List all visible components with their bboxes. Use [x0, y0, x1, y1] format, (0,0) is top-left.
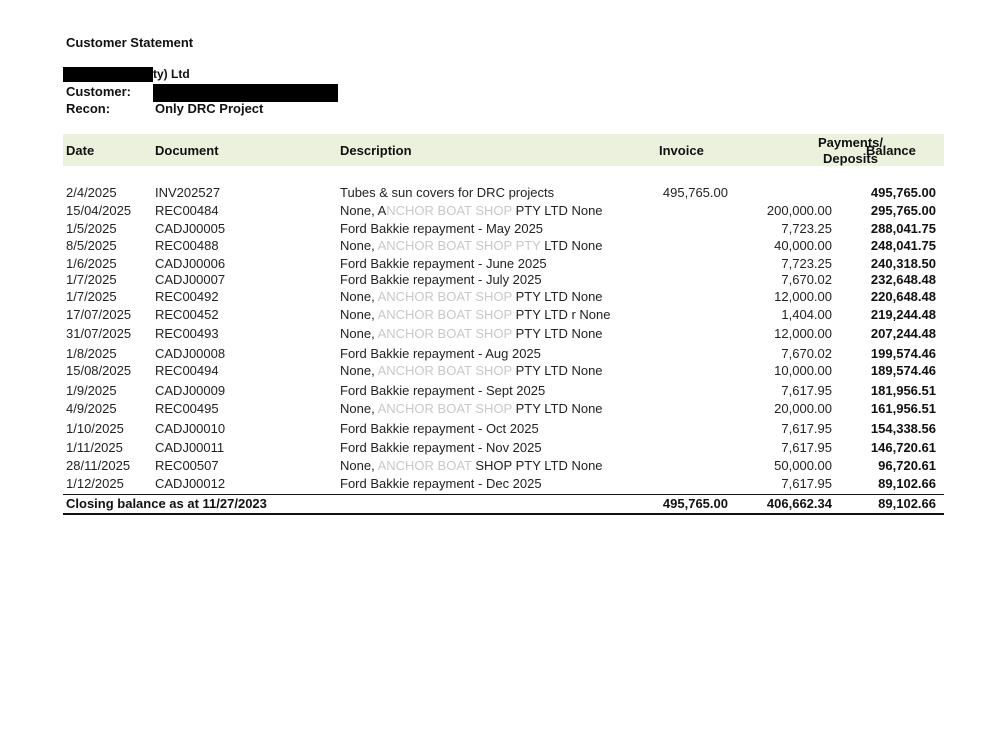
row-balance: 248,041.75 — [870, 238, 936, 253]
description-text: Ford Bakkie repayment - June 2025 — [340, 256, 547, 271]
table-row — [63, 326, 944, 344]
row-description — [340, 476, 542, 491]
closing-balance: 89,102.66 — [878, 496, 936, 511]
description-faint-text: ANCHOR BOAT SHOP — [377, 326, 512, 341]
row-description — [340, 363, 603, 378]
closing-row — [63, 496, 944, 514]
row-payment: 50,000.00 — [774, 458, 832, 473]
description-text: Ford Bakkie repayment - Dec 2025 — [340, 476, 542, 491]
table-row — [63, 440, 944, 458]
description-text: Ford Bakkie repayment - Oct 2025 — [340, 421, 539, 436]
description-text: None, — [340, 401, 378, 416]
row-balance: 232,648.48 — [870, 272, 936, 287]
row-payment: 7,617.95 — [781, 383, 832, 398]
row-balance: 288,041.75 — [870, 221, 936, 236]
closing-payment-total: 406,662.34 — [766, 496, 832, 511]
row-date: 4/9/2025 — [66, 401, 117, 416]
row-description — [340, 458, 603, 473]
row-payment: 40,000.00 — [774, 238, 832, 253]
row-document: REC00484 — [155, 203, 219, 218]
row-description — [340, 238, 603, 253]
table-row — [63, 221, 944, 239]
row-balance: 89,102.66 — [878, 476, 936, 491]
row-date: 2/4/2025 — [66, 185, 117, 200]
row-date: 1/5/2025 — [66, 221, 117, 236]
row-balance: 199,574.46 — [870, 346, 936, 361]
row-description — [340, 346, 541, 361]
description-text-suffix: LTD None — [540, 238, 603, 253]
row-description — [340, 221, 543, 236]
row-document: CADJ00008 — [155, 346, 226, 361]
table-row — [63, 238, 944, 256]
row-date: 28/11/2025 — [66, 458, 131, 473]
row-description — [340, 185, 554, 200]
row-date: 1/11/2025 — [66, 440, 123, 455]
table-row — [63, 476, 944, 494]
row-invoice: 495,765.00 — [662, 185, 728, 200]
description-faint-text: NCHOR BOAT SHOP — [386, 203, 512, 218]
description-faint-text: ANCHOR BOAT — [377, 458, 472, 473]
recon-label: Recon: — [66, 101, 111, 116]
company-name-suffix: ty) Ltd — [153, 67, 190, 81]
row-balance: 295,765.00 — [870, 203, 936, 218]
row-date: 15/04/2025 — [66, 203, 132, 218]
row-payment: 1,404.00 — [781, 307, 832, 322]
closing-label: Closing balance as at 11/27/2023 — [66, 496, 267, 511]
closing-invoice-total: 495,765.00 — [662, 496, 728, 511]
table-row — [63, 383, 944, 401]
row-balance: 207,244.48 — [870, 326, 936, 341]
description-faint-text: ANCHOR BOAT SHOP PTY — [377, 238, 541, 253]
description-text: None, — [340, 363, 378, 378]
row-balance: 181,956.51 — [870, 383, 936, 398]
statement-title: Customer Statement — [66, 35, 194, 50]
description-text-suffix: SHOP PTY LTD None — [471, 458, 603, 473]
row-payment: 20,000.00 — [774, 401, 832, 416]
row-description — [340, 440, 542, 455]
row-payment: 7,723.25 — [781, 221, 832, 236]
description-text-suffix: PTY LTD None — [511, 326, 603, 341]
row-date: 1/8/2025 — [66, 346, 117, 361]
row-description — [340, 326, 603, 341]
row-payment: 12,000.00 — [774, 289, 832, 304]
row-balance: 189,574.46 — [870, 363, 936, 378]
row-payment: 7,617.95 — [781, 421, 832, 436]
row-description — [340, 272, 542, 287]
row-balance: 240,318.50 — [870, 256, 936, 271]
row-document: CADJ00009 — [155, 383, 226, 398]
row-balance: 495,765.00 — [870, 185, 936, 200]
row-payment: 7,670.02 — [781, 346, 832, 361]
row-date: 17/07/2025 — [66, 307, 132, 322]
row-document: REC00452 — [155, 307, 219, 322]
table-header — [63, 134, 944, 166]
row-description — [340, 289, 603, 304]
row-date: 31/07/2025 — [66, 326, 132, 341]
row-payment: 12,000.00 — [774, 326, 832, 341]
description-text: Ford Bakkie repayment - July 2025 — [340, 272, 542, 287]
description-text-suffix: PTY LTD None — [511, 203, 603, 218]
row-description — [340, 421, 539, 436]
description-text: None, — [340, 458, 378, 473]
customer-label: Customer: — [66, 84, 132, 99]
row-document: REC00492 — [155, 289, 219, 304]
header-balance: Balance — [866, 143, 916, 158]
row-document: CADJ00010 — [155, 421, 226, 436]
description-text: None, — [340, 238, 378, 253]
row-payment: 7,670.02 — [781, 272, 832, 287]
table-row — [63, 203, 944, 221]
description-text-suffix: PTY LTD None — [511, 289, 603, 304]
row-date: 1/12/2025 — [66, 476, 124, 491]
table-row — [63, 421, 944, 439]
row-balance: 161,956.51 — [870, 401, 936, 416]
table-row — [63, 346, 944, 364]
row-document: CADJ00005 — [155, 221, 226, 236]
description-faint-text: ANCHOR BOAT SHOP — [377, 289, 512, 304]
row-document: REC00494 — [155, 363, 219, 378]
description-text-suffix: PTY LTD None — [511, 363, 603, 378]
row-payment: 200,000.00 — [766, 203, 832, 218]
row-document: REC00488 — [155, 238, 219, 253]
redacted-customer-name — [153, 84, 338, 102]
row-description — [340, 383, 545, 398]
header-date: Date — [66, 143, 95, 158]
row-balance: 96,720.61 — [878, 458, 936, 473]
row-payment: 7,617.95 — [781, 476, 832, 491]
row-payment: 10,000.00 — [774, 363, 832, 378]
description-text: Ford Bakkie repayment - May 2025 — [340, 221, 544, 236]
closing-top-rule — [63, 494, 944, 495]
row-balance: 146,720.61 — [870, 440, 936, 455]
description-text-suffix: PTY LTD None — [511, 401, 603, 416]
header-document: Document — [155, 143, 219, 158]
description-text: None, — [340, 307, 378, 322]
redacted-company-name — [63, 67, 153, 82]
row-description — [340, 203, 603, 218]
row-date: 15/08/2025 — [66, 363, 132, 378]
row-document: REC00493 — [155, 326, 219, 341]
table-row — [63, 458, 944, 476]
table-row — [63, 363, 944, 381]
table-row — [63, 307, 944, 325]
row-document: CADJ00012 — [155, 476, 226, 491]
description-text: None, — [340, 289, 378, 304]
row-payment: 7,617.95 — [781, 440, 832, 455]
description-text: Ford Bakkie repayment - Nov 2025 — [340, 440, 542, 455]
row-date: 1/10/2025 — [66, 421, 124, 436]
description-text: Tubes & sun covers for DRC projects — [340, 185, 555, 200]
row-date: 1/6/2025 — [66, 256, 117, 271]
row-description — [340, 256, 547, 271]
row-description — [340, 307, 610, 322]
table-row — [63, 401, 944, 419]
description-text: Ford Bakkie repayment - Sept 2025 — [340, 383, 546, 398]
description-text: None, A — [340, 203, 387, 218]
header-description: Description — [340, 143, 412, 158]
row-balance: 154,338.56 — [870, 421, 936, 436]
row-document: INV202527 — [155, 185, 221, 200]
row-document: CADJ00006 — [155, 256, 226, 271]
row-document: REC00495 — [155, 401, 219, 416]
table-row — [63, 272, 944, 290]
row-document: CADJ00011 — [155, 440, 225, 455]
description-text-suffix: PTY LTD r None — [511, 307, 611, 322]
description-text: Ford Bakkie repayment - Aug 2025 — [340, 346, 541, 361]
row-date: 8/5/2025 — [66, 238, 117, 253]
table-row — [63, 185, 944, 203]
row-payment: 7,723.25 — [781, 256, 832, 271]
description-faint-text: ANCHOR BOAT SHOP — [377, 401, 512, 416]
row-document: CADJ00007 — [155, 272, 226, 287]
row-date: 1/7/2025 — [66, 289, 117, 304]
table-row — [63, 289, 944, 307]
row-balance: 220,648.48 — [870, 289, 936, 304]
description-text: None, — [340, 326, 378, 341]
description-faint-text: ANCHOR BOAT SHOP — [377, 307, 512, 322]
closing-bottom-rule — [63, 513, 944, 515]
description-faint-text: ANCHOR BOAT SHOP — [377, 363, 512, 378]
row-description — [340, 401, 603, 416]
header-payments: Payments/ Deposits — [817, 135, 884, 166]
row-balance: 219,244.48 — [870, 307, 936, 322]
header-invoice: Invoice — [659, 143, 704, 158]
row-document: REC00507 — [155, 458, 219, 473]
row-date: 1/7/2025 — [66, 272, 117, 287]
row-date: 1/9/2025 — [66, 383, 117, 398]
recon-value: Only DRC Project — [155, 101, 264, 116]
